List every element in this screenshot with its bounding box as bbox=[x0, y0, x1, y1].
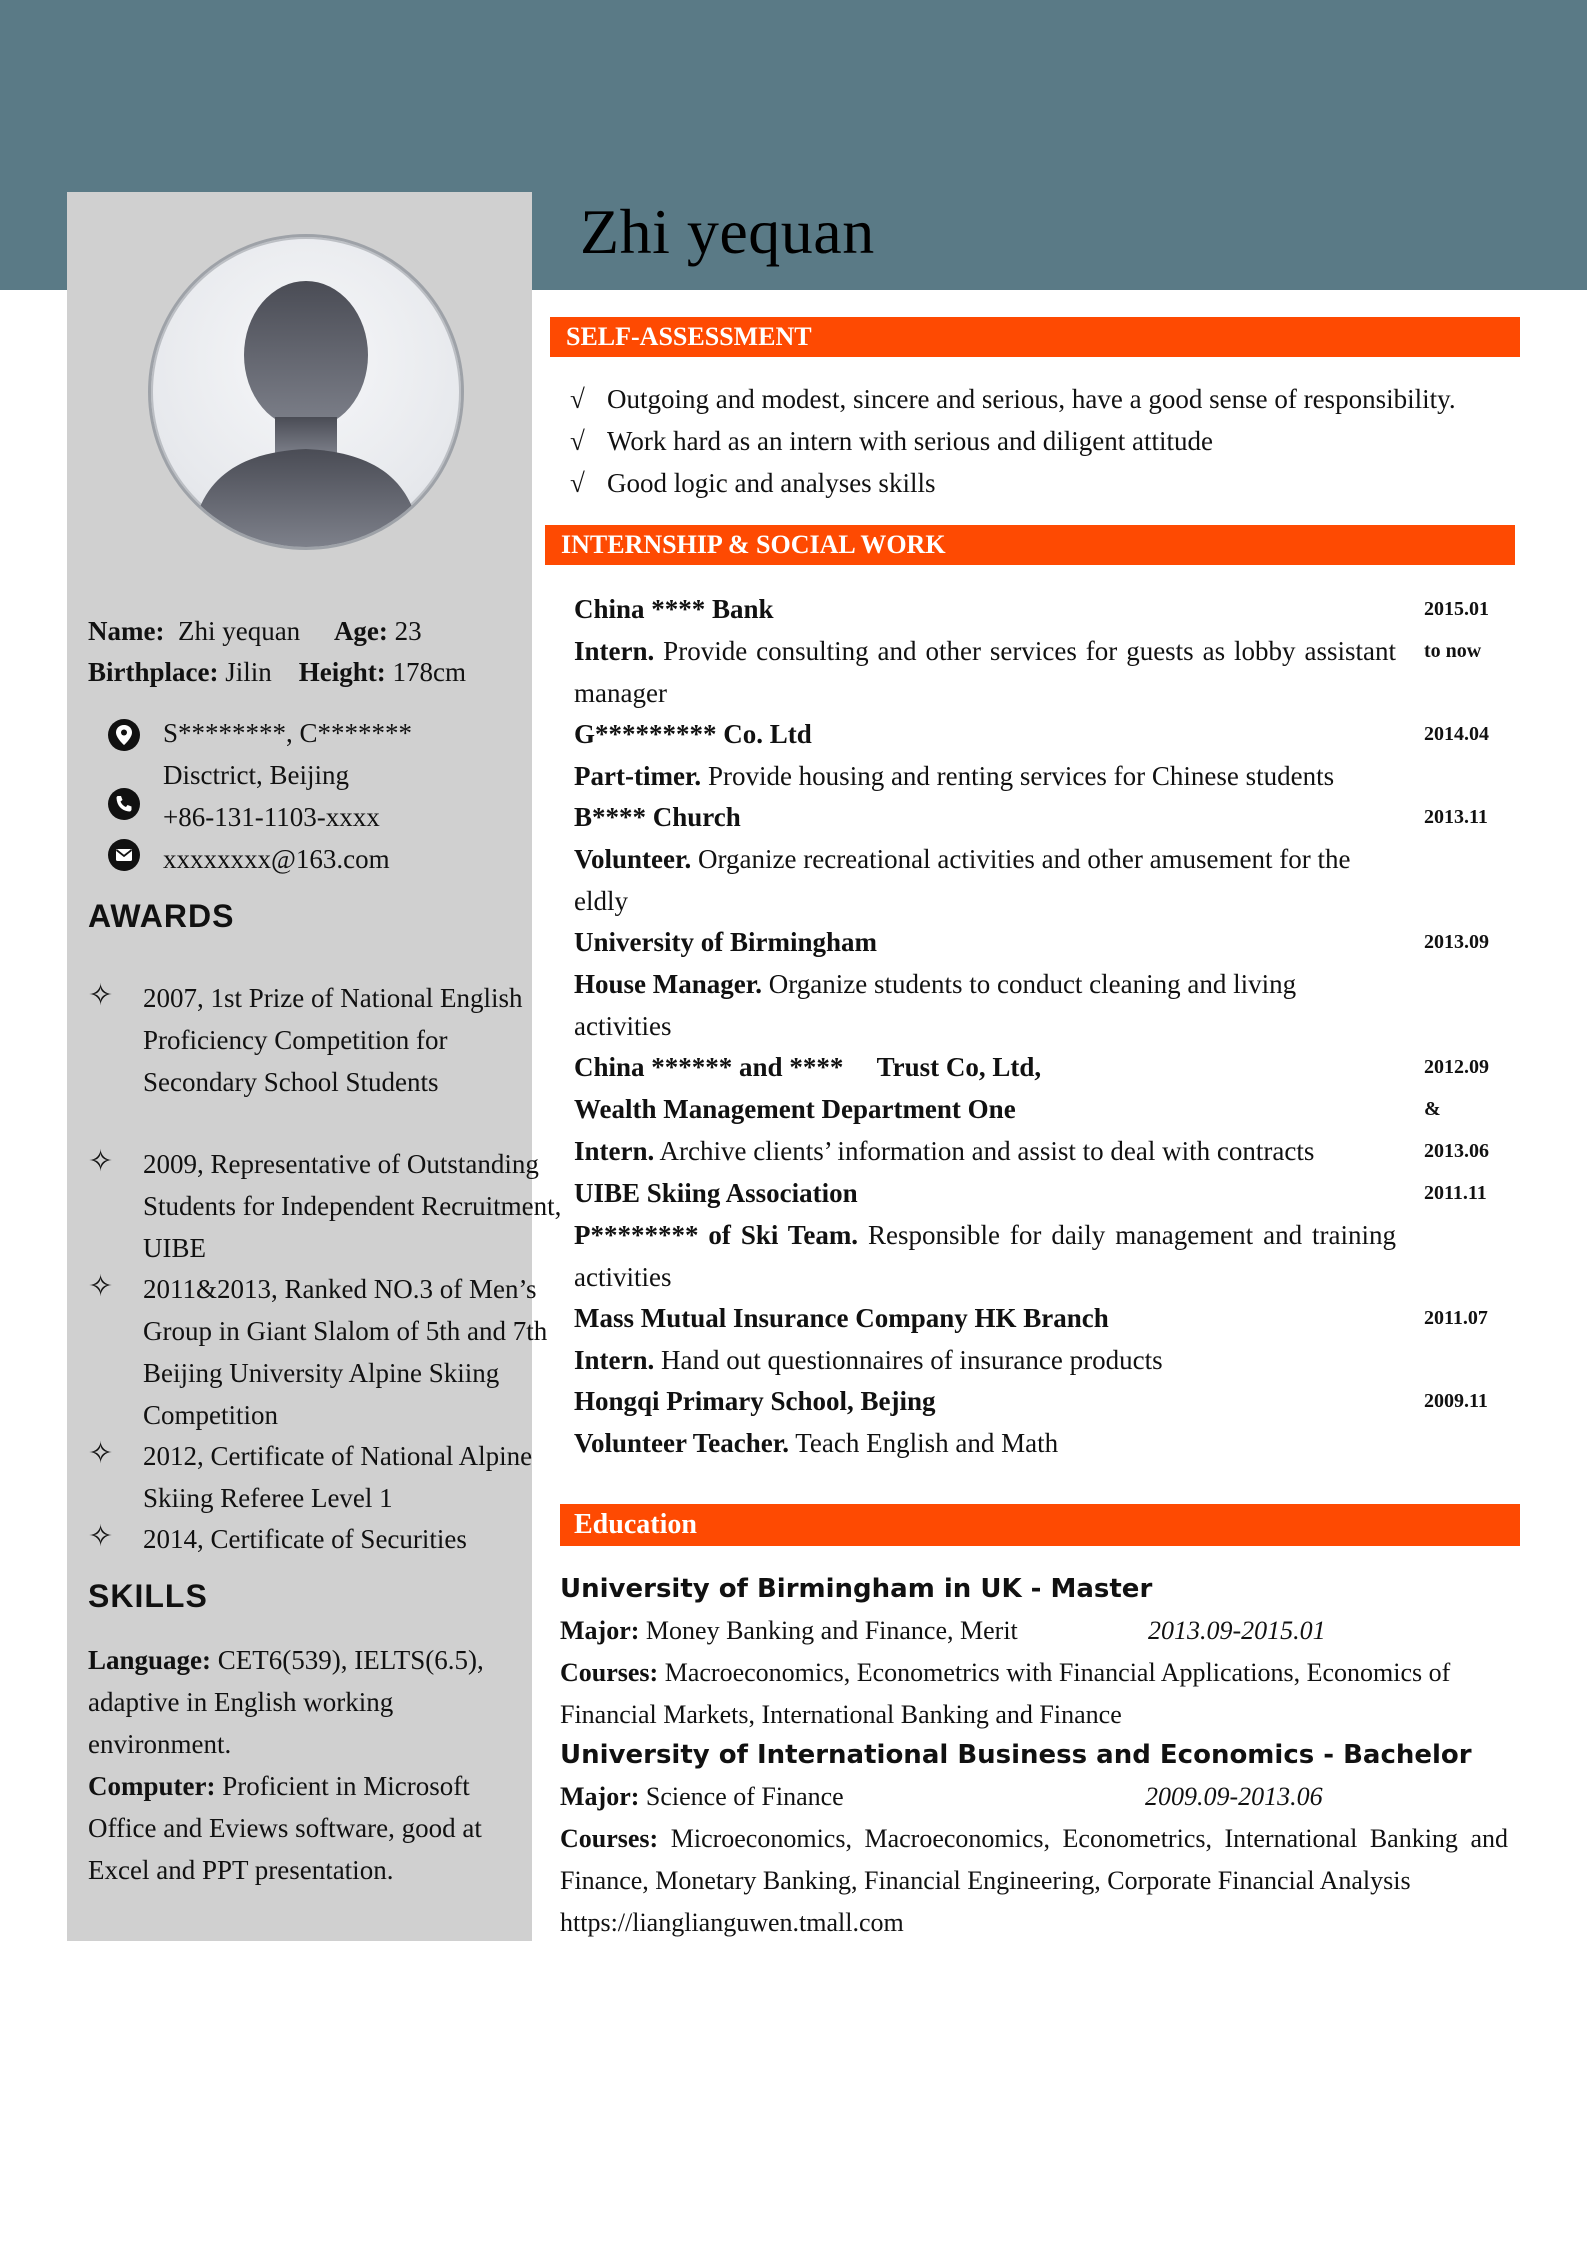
internship-date: & bbox=[1424, 1098, 1441, 1120]
internship-date: 2013.11 bbox=[1424, 806, 1488, 828]
internship-org: Wealth Management Department One bbox=[574, 1094, 1016, 1124]
internship-date: 2015.01 bbox=[1424, 598, 1489, 620]
location-icon bbox=[108, 719, 140, 751]
user-silhouette-icon bbox=[151, 237, 461, 547]
education-courses: Courses: Microeconomics, Macroeconomics, Econometrics, International Banking and Finance, Monetary Banking, Financial Engineering, Corporate Financial Analysis bbox=[560, 1824, 1508, 1895]
check-icon: √ bbox=[570, 384, 585, 414]
source-link[interactable]: https://lianglianguwen.tmall.com bbox=[560, 1908, 904, 1937]
sparkle-icon: ✧ bbox=[88, 1437, 114, 1470]
sparkle-icon: ✧ bbox=[88, 979, 114, 1012]
education-courses: Courses: Macroeconomics, Econometrics with Financial Applications, Economics of Financial Markets, International Banking and Finance bbox=[560, 1658, 1451, 1729]
internship-desc: Intern. Archive clients’ information and assist to deal with contracts bbox=[574, 1136, 1315, 1166]
avatar bbox=[148, 234, 464, 550]
skills-heading: SKILLS bbox=[88, 1578, 208, 1614]
list-item: √ Good logic and analyses skills bbox=[570, 462, 1520, 504]
skills-language: Language: CET6(539), IELTS(6.5), adaptive in English working environment. bbox=[88, 1645, 484, 1759]
internship-desc: P******** of Ski Team. Responsible for daily management and training activities bbox=[574, 1220, 1396, 1292]
email-icon bbox=[108, 839, 140, 871]
internship-date: 2011.11 bbox=[1424, 1182, 1487, 1204]
internship-date: 2013.06 bbox=[1424, 1140, 1489, 1162]
skills-computer: Computer: Proficient in Microsoft Office and Eviews software, good at Excel and PPT presentation. bbox=[88, 1771, 482, 1885]
internship-date: to now bbox=[1424, 640, 1482, 662]
sparkle-icon: ✧ bbox=[88, 1270, 114, 1303]
phone-number: +86-131-1103-xxxx bbox=[163, 802, 380, 832]
email-address: xxxxxxxx@163.com bbox=[163, 844, 390, 874]
education-major: Major: Money Banking and Finance, Merit bbox=[560, 1616, 1018, 1645]
internship-date: 2013.09 bbox=[1424, 931, 1489, 953]
internship-desc: Volunteer. Organize recreational activities and other amusement for the eldly bbox=[574, 844, 1351, 916]
phone-icon bbox=[108, 788, 140, 820]
self-assessment-list bbox=[570, 378, 1520, 504]
education-heading: Education bbox=[560, 1504, 1520, 1546]
self-assessment-heading: SELF-ASSESSMENT bbox=[550, 317, 1520, 357]
internship-org: Mass Mutual Insurance Company HK Branch bbox=[574, 1303, 1109, 1333]
list-item: √ Work hard as an intern with serious and diligent attitude bbox=[570, 420, 1520, 462]
education-school: University of International Business and Economics - Bachelor bbox=[560, 1740, 1472, 1770]
internship-org: UIBE Skiing Association bbox=[574, 1178, 858, 1208]
education-major: Major: Science of Finance bbox=[560, 1782, 844, 1811]
internship-desc: Intern. Hand out questionnaires of insurance products bbox=[574, 1345, 1163, 1375]
internship-org: Hongqi Primary School, Bejing bbox=[574, 1386, 936, 1416]
internship-org: University of Birmingham bbox=[574, 927, 877, 957]
internship-org: China **** Bank bbox=[574, 594, 774, 624]
internship-org: G********* Co. Ltd bbox=[574, 719, 812, 749]
address-line-1: S********, C******* bbox=[163, 718, 413, 748]
internship-date: 2011.07 bbox=[1424, 1307, 1488, 1329]
address-line-2: Disctrict, Beijing bbox=[163, 760, 349, 790]
internship-heading: INTERNSHIP & SOCIAL WORK bbox=[545, 525, 1515, 565]
info-line-name: Name: Zhi yequan Age: 23 bbox=[88, 616, 422, 646]
internship-date: 2012.09 bbox=[1424, 1056, 1489, 1078]
list-item: √ Outgoing and modest, sincere and serious, have a good sense of responsibility. bbox=[570, 378, 1520, 420]
education-date: 2009.09-2013.06 bbox=[1145, 1782, 1323, 1811]
education-date: 2013.09-2015.01 bbox=[1148, 1616, 1326, 1645]
internship-org: China ****** and **** Trust Co, Ltd, bbox=[574, 1052, 1042, 1082]
internship-org: B**** Church bbox=[574, 802, 741, 832]
info-line-birthplace: Birthplace: Jilin Height: 178cm bbox=[88, 657, 466, 687]
check-icon: √ bbox=[570, 426, 585, 456]
internship-date: 2014.04 bbox=[1424, 723, 1489, 745]
internship-desc: House Manager. Organize students to conduct cleaning and living activities bbox=[574, 969, 1297, 1041]
internship-desc: Part-timer. Provide housing and renting services for Chinese students bbox=[574, 761, 1335, 791]
internship-date: 2009.11 bbox=[1424, 1390, 1488, 1412]
internship-desc: Volunteer Teacher. Teach English and Math bbox=[574, 1428, 1059, 1458]
sparkle-icon: ✧ bbox=[88, 1520, 114, 1553]
check-icon: √ bbox=[570, 468, 585, 498]
sparkle-icon: ✧ bbox=[88, 1145, 114, 1178]
education-school: University of Birmingham in UK - Master bbox=[560, 1574, 1153, 1604]
awards-heading: AWARDS bbox=[88, 898, 235, 934]
internship-desc: Intern. Provide consulting and other services for guests as lobby assistant manager bbox=[574, 636, 1396, 708]
page-title: Zhi yequan bbox=[580, 196, 875, 267]
